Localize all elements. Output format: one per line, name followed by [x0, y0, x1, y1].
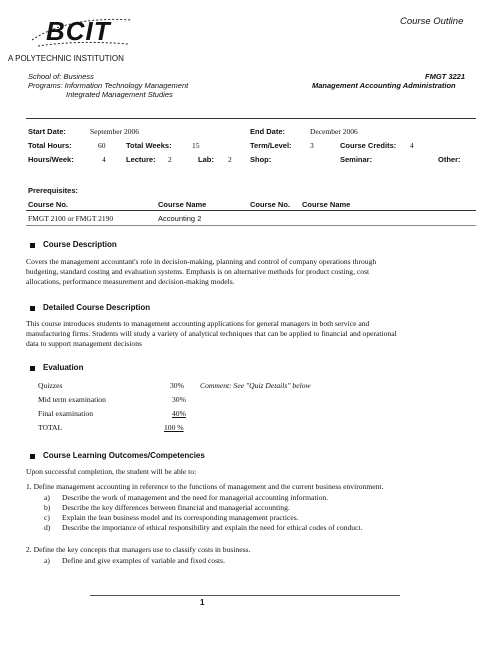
total-weeks-label: Total Weeks:: [126, 141, 172, 150]
shop-label: Shop:: [250, 155, 272, 164]
outcome-1d-text: Describe the importance of ethical responsibility and explain the need for ethical codes of conduct.: [62, 523, 363, 532]
eval-item-quizzes: Quizzes: [38, 381, 63, 390]
prereq-col-course-name-1: Course Name: [158, 200, 207, 209]
outcome-2a-letter: a): [44, 556, 50, 565]
outcomes-bullet: [30, 454, 35, 459]
detailed-line-1: This course introduces students to management accounting applications for general managers in both service and: [26, 319, 370, 328]
outcome-1d-letter: d): [44, 523, 51, 532]
outcome-1c-letter: c): [44, 513, 50, 522]
lab-label: Lab:: [198, 155, 214, 164]
end-date-label: End Date:: [250, 127, 286, 136]
prereq-col-course-no-1: Course No.: [28, 200, 69, 209]
logo-text: BCIT: [46, 16, 111, 46]
footer-rule: [90, 595, 400, 596]
description-line-3: allocations, performance measurement and decision-making models.: [26, 277, 235, 286]
tagline: A POLYTECHNIC INSTITUTION: [8, 54, 124, 63]
detailed-title: Detailed Course Description: [43, 303, 151, 312]
outcome-2a-text: Define and give examples of variable and fixed costs.: [62, 556, 225, 565]
description-title: Course Description: [43, 240, 117, 249]
detailed-bullet: [30, 306, 35, 311]
description-bullet: [30, 243, 35, 248]
term-label: Term/Level:: [250, 141, 292, 150]
detailed-line-2: manufacturing firms. Students will study a variety of analytical techniques that can be applied to financial and operational: [26, 329, 397, 338]
seminar-label: Seminar:: [340, 155, 373, 164]
eval-pct-final: 40%: [172, 409, 186, 418]
lecture-value: 2: [168, 155, 172, 164]
end-date-value: December 2006: [310, 127, 358, 136]
prereq-rule: [26, 210, 476, 211]
bcit-logo: [28, 10, 138, 50]
programs-line-1: Programs: Information Technology Management: [28, 81, 189, 90]
credits-value: 4: [410, 141, 414, 150]
total-hours-value: 60: [98, 141, 106, 150]
detailed-line-3: data to support management decisions: [26, 339, 142, 348]
programs-line-2: Integrated Management Studies: [66, 90, 173, 99]
prereq-col-course-no-2: Course No.: [250, 200, 291, 209]
hours-week-value: 4: [102, 155, 106, 164]
lecture-label: Lecture:: [126, 155, 156, 164]
eval-item-final: Final examination: [38, 409, 94, 418]
eval-pct-midterm: 30%: [172, 395, 186, 404]
outcomes-title: Course Learning Outcomes/Competencies: [43, 451, 205, 460]
course-title: Management Accounting Administration: [312, 81, 456, 90]
outcome-2: 2. Define the key concepts that managers use to classify costs in business.: [26, 545, 251, 554]
doc-type: Course Outline: [400, 16, 464, 27]
eval-item-total: TOTAL: [38, 423, 63, 432]
prereq-title: Prerequisites:: [28, 186, 79, 195]
outcome-1: 1. Define management accounting in reference to the functions of management and the current business environment.: [26, 482, 384, 491]
prereq-course-name: Accounting 2: [158, 214, 202, 223]
outcome-1a-text: Describe the work of management and the need for managerial accounting information.: [62, 493, 329, 502]
outcome-1a-letter: a): [44, 493, 50, 502]
description-line-1: Covers the management accountant's role in decision-making, planning and control of company operations through: [26, 257, 377, 266]
eval-pct-quizzes: 30%: [170, 381, 184, 390]
header-rule: [26, 118, 476, 119]
start-date-label: Start Date:: [28, 127, 66, 136]
evaluation-bullet: [30, 366, 35, 371]
prereq-bottom-rule: [26, 225, 476, 226]
prereq-col-course-name-2: Course Name: [302, 200, 351, 209]
outcomes-intro: Upon successful completion, the student will be able to:: [26, 467, 197, 476]
hours-week-label: Hours/Week:: [28, 155, 74, 164]
eval-note-quizzes: Comment: See "Quiz Details" below: [200, 381, 311, 390]
outcome-1c-text: Explain the lean business model and its corresponding management practices.: [62, 513, 299, 522]
eval-pct-total: 100 %: [164, 423, 184, 432]
lab-value: 2: [228, 155, 232, 164]
total-hours-label: Total Hours:: [28, 141, 72, 150]
description-line-2: budgeting, standard costing and evaluation systems. Emphasis is on alternative methods for product costing, cost: [26, 267, 370, 276]
evaluation-title: Evaluation: [43, 363, 84, 372]
school-line: School of: Business: [28, 72, 94, 81]
prereq-course-no: FMGT 2100 or FMGT 2190: [28, 214, 114, 223]
term-value: 3: [310, 141, 314, 150]
start-date-value: September 2006: [90, 127, 139, 136]
outcome-1b-letter: b): [44, 503, 51, 512]
credits-label: Course Credits:: [340, 141, 397, 150]
outcome-1b-text: Describe the key differences between financial and managerial accounting.: [62, 503, 290, 512]
eval-item-midterm: Mid term examination: [38, 395, 106, 404]
course-code: FMGT 3221: [425, 72, 466, 81]
total-weeks-value: 15: [192, 141, 200, 150]
page-number: 1: [200, 598, 205, 607]
other-label: Other:: [438, 155, 461, 164]
